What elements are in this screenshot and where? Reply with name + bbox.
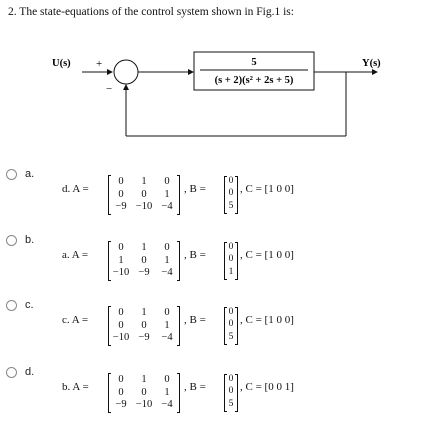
- radio-button[interactable]: [6, 235, 17, 246]
- tf-denominator: (s + 2)(s² + 2s + 5): [214, 75, 294, 86]
- matrix-c-text: , C = [1 0 0]: [240, 314, 294, 326]
- vector-b-cell: 0: [228, 307, 234, 317]
- minus-sign: −: [106, 83, 113, 95]
- matrix-a-label: d. A =: [62, 183, 89, 195]
- matrix-a-cell: −9: [138, 332, 150, 343]
- radio-button[interactable]: [6, 169, 17, 180]
- matrix-a-cell: 1: [164, 254, 170, 266]
- matrix-a-cell: 1: [141, 307, 147, 318]
- matrix-a-cell: 0: [118, 242, 124, 253]
- matrix-b-label: , B =: [184, 381, 206, 393]
- answer-option[interactable]: [0, 168, 425, 228]
- vector-b-cell: 0: [228, 254, 234, 265]
- matrix-a-cell: 1: [118, 254, 124, 266]
- matrix-c-text: , C = [0 0 1]: [240, 381, 294, 393]
- answer-option[interactable]: [0, 299, 425, 359]
- block-diagram: [0, 40, 425, 160]
- vector-b-cell: 0: [228, 242, 234, 252]
- matrix-a-cell: 0: [141, 188, 147, 200]
- matrix-a-cell: 0: [164, 176, 170, 187]
- answer-option[interactable]: [0, 366, 425, 426]
- vector-b-cell: 0: [228, 374, 234, 384]
- matrix-a-cell: −9: [115, 201, 127, 212]
- vector-b-cell: 0: [228, 176, 234, 186]
- vector-b-cell: 0: [228, 386, 234, 397]
- vector-b-cell: 5: [228, 398, 234, 409]
- matrix-a-cell: 0: [164, 374, 170, 385]
- matrix-c-text: , C = [1 0 0]: [240, 183, 294, 195]
- matrix-a-cell: 0: [118, 319, 124, 331]
- matrix-a-cell: 1: [141, 242, 147, 253]
- matrix-a-cell: 0: [118, 188, 124, 200]
- matrix-a-cell: −4: [161, 332, 173, 343]
- matrix-a-cell: 0: [118, 307, 124, 318]
- matrix-a-cell: −4: [161, 201, 173, 212]
- matrix-a-cell: −10: [112, 332, 130, 343]
- matrix-a-cell: 0: [141, 254, 147, 266]
- matrix-a-cell: −9: [138, 267, 150, 278]
- matrix-a-cell: 1: [141, 176, 147, 187]
- option-letter: b.: [25, 234, 35, 246]
- option-letter: a.: [25, 168, 35, 180]
- matrix-a-cell: 1: [164, 188, 170, 200]
- matrix-a-cell: −4: [161, 267, 173, 278]
- matrix-b-label: , B =: [184, 314, 206, 326]
- matrix-a-label: b. A =: [62, 381, 89, 393]
- vector-b-cell: 5: [228, 200, 234, 211]
- matrix-a-cell: 0: [141, 386, 147, 398]
- matrix-a-cell: 1: [164, 319, 170, 331]
- matrix-a-cell: 0: [164, 242, 170, 253]
- vector-b-cell: 5: [228, 331, 234, 342]
- vector-b-cell: 0: [228, 188, 234, 199]
- matrix-a-cell: 0: [141, 319, 147, 331]
- matrix-a-cell: −4: [161, 399, 173, 410]
- input-label: U(s): [52, 58, 71, 69]
- matrix-a-cell: 1: [141, 374, 147, 385]
- matrix-b-label: , B =: [184, 249, 206, 261]
- matrix-b-label: , B =: [184, 183, 206, 195]
- vector-b-cell: 0: [228, 319, 234, 330]
- matrix-a-cell: 0: [164, 307, 170, 318]
- matrix-a-cell: −10: [135, 201, 153, 212]
- option-letter: c.: [25, 299, 34, 311]
- matrix-a-label: a. A =: [62, 249, 89, 261]
- tf-numerator: 5: [251, 57, 257, 68]
- radio-button[interactable]: [6, 367, 17, 378]
- matrix-a-label: c. A =: [62, 314, 89, 326]
- matrix-a-cell: 0: [118, 386, 124, 398]
- question-text: 2. The state-equations of the control system shown in Fig.1 is:: [8, 6, 294, 18]
- radio-button[interactable]: [6, 300, 17, 311]
- matrix-c-text: , C = [1 0 0]: [240, 249, 294, 261]
- plus-sign: +: [96, 58, 103, 70]
- option-letter: d.: [25, 366, 35, 378]
- matrix-a-cell: −10: [112, 267, 130, 278]
- summing-junction: [114, 60, 138, 84]
- matrix-a-cell: 0: [118, 176, 124, 187]
- output-label: Y(s): [362, 58, 381, 69]
- matrix-a-cell: 0: [118, 374, 124, 385]
- matrix-a-cell: −9: [115, 399, 127, 410]
- matrix-a-cell: −10: [135, 399, 153, 410]
- answer-option[interactable]: [0, 234, 425, 294]
- vector-b-cell: 1: [228, 266, 234, 277]
- matrix-a-cell: 1: [164, 386, 170, 398]
